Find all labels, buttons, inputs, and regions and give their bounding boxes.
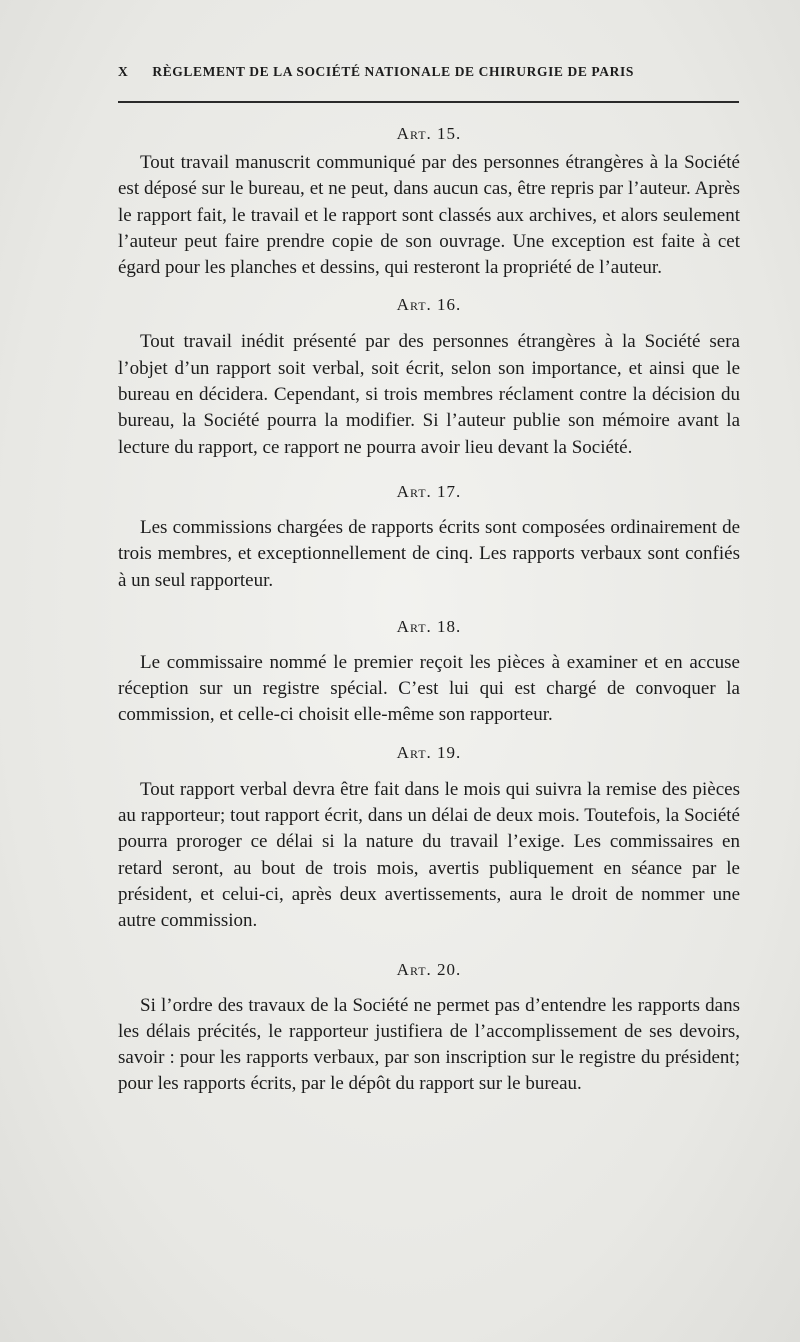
article-20 xyxy=(118,945,740,1098)
running-title: RÈGLEMENT DE LA SOCIÉTÉ NATIONALE DE CHIRURGIE DE PARIS xyxy=(152,64,634,79)
article-title: Art. 20. xyxy=(396,959,462,979)
article-text: Le commissaire nommé le premier reçoit les pièces à examiner et en accuse réception sur un registre spécial. C’est lui qui est chargé de convoquer la commission, et celle-ci choisit elle-même son rapporteur. xyxy=(118,651,740,726)
article-text: Tout travail inédit présenté par des personnes étrangères à la Société sera l’objet d’un rapport soit verbal, soit écrit, selon son importance, et ainsi que le bureau en décidera. Cependant, si trois membres réclament contre la décision du bureau, la Société pourra la modifier. Si l’auteur publie son mémoire avant la lecture du rapport, ce rapport ne pourra avoir lieu devant la Société. xyxy=(118,331,740,458)
article-text: Les commissions chargées de rapports écrits sont composées ordinairement de trois membres, et exceptionnellement de cinq. Les rapports verbaux sont confiés à un seul rapporteur. xyxy=(118,516,740,591)
article-title: Art. 15. xyxy=(396,124,462,143)
article-18 xyxy=(118,602,740,729)
article-text: Tout travail manuscrit communiqué par des personnes étrangères à la Société est déposé sur le bureau, et ne peut, dans aucun cas, être repris par l’auteur. Après le rapport fait, le travail et le rapport sont classés aux archives, et alors seulement l’auteur peut faire prendre copie de son ouvrage. Une exception est faite à cet égard pour les planches et dessins, qui resteront la propriété de l’auteur. xyxy=(118,152,740,279)
article-16 xyxy=(118,285,740,460)
header-rule xyxy=(118,101,739,103)
article-19 xyxy=(118,733,740,935)
page-body xyxy=(118,118,740,1098)
article-text: Tout rapport verbal devra être fait dans le mois qui suivra la remise des pièces au rapporteur; tout rapport écrit, dans un délai de deux mois. Toutefois, la Société pourra proroger ce délai si la nature du travail l’exige. Les commissaires en retard seront, au bout de trois mois, avertis publiquement en séance par le président, et celui-ci, après deux avertissements, aura le droit de nommer une autre commission. xyxy=(118,778,740,932)
article-15 xyxy=(118,118,740,281)
article-title: Art. 18. xyxy=(396,616,462,636)
article-title: Art. 16. xyxy=(396,295,462,315)
article-title: Art. 17. xyxy=(396,481,462,501)
running-header xyxy=(118,64,738,80)
article-text: Si l’ordre des travaux de la Société ne permet pas d’entendre les rapports dans les délais précités, le rapporteur justifiera de l’accomplissement de ses devoirs, savoir : pour les rapports verbaux, par son inscription sur le registre du président; pour les rapports écrits, par le dépôt du rapport sur le bureau. xyxy=(118,994,740,1095)
article-title: Art. 19. xyxy=(396,742,462,762)
page-number: X xyxy=(118,64,129,79)
article-17 xyxy=(118,467,740,594)
